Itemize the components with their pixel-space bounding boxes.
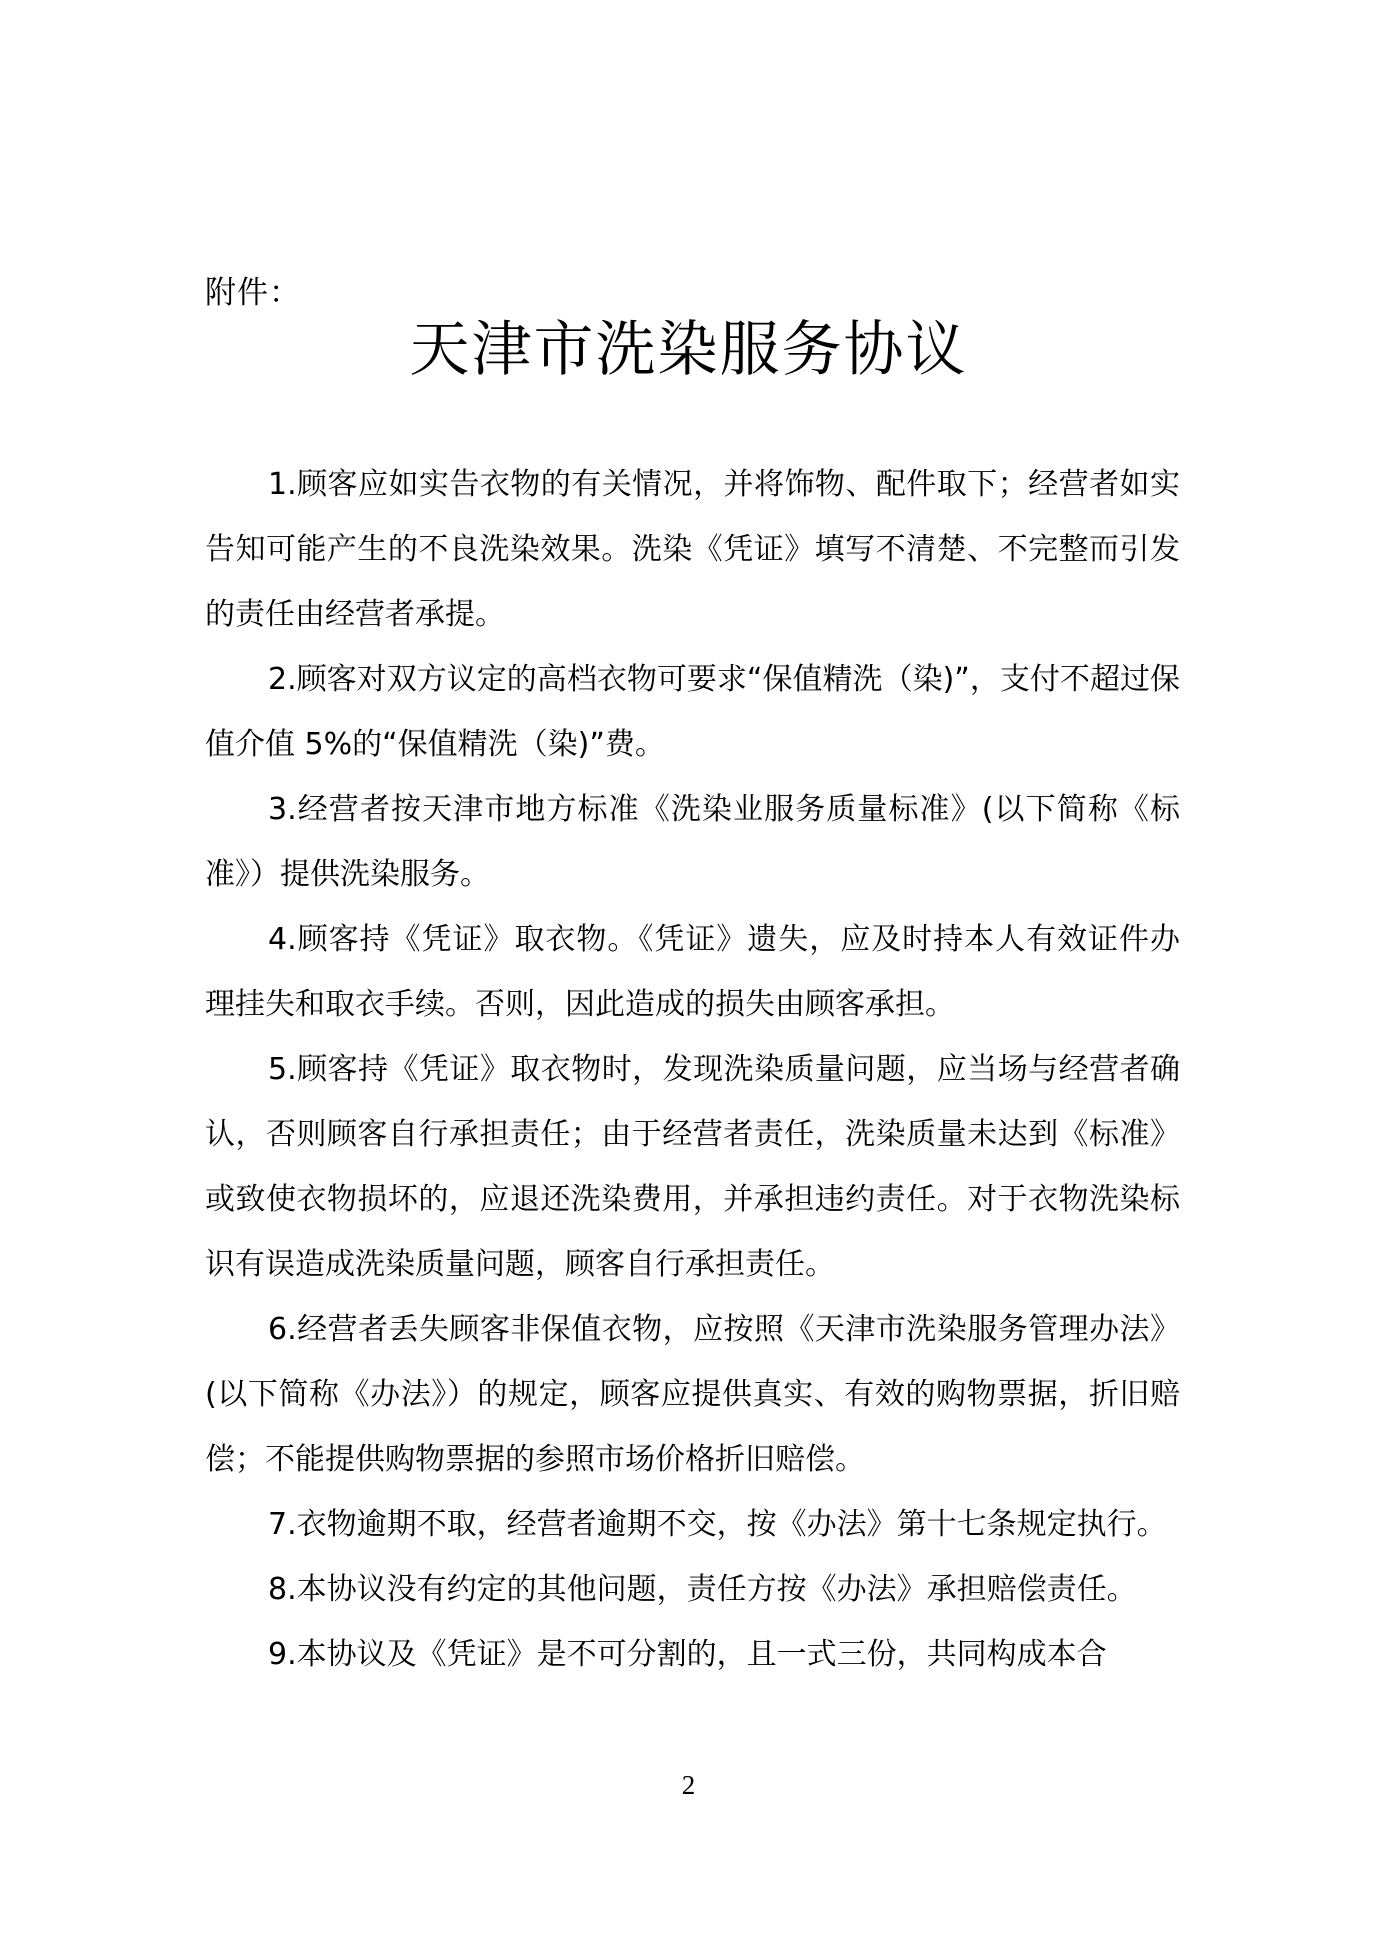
clause-7: 7.衣物逾期不取，经营者逾期不交，按《办法》第十七条规定执行。 [268, 1507, 1167, 1542]
clause-8: 8.本协议没有约定的其他问题，责任方按《办法》承担赔偿责任。 [268, 1572, 1137, 1607]
clause-5: 5.顾客持《凭证》取衣物时，发现洗染质量问题，应当场与经营者确认，否则顾客自行承担责任；由于经营者责任，洗染质量未达到《标准》或致使衣物损坏的，应退还洗染费用，并承担违约责任。对于衣物洗染标识有误造成洗染质量问题，顾客自行承担责任。 [205, 1052, 1180, 1282]
clause-2: 2.顾客对双方议定的高档衣物可要求“保值精洗（染)”，支付不超过保值介值 5%的“保值精洗（染)”费。 [205, 662, 1180, 762]
clause-1: 1.顾客应如实告衣物的有关情况，并将饰物、配件取下；经营者如实告知可能产生的不良洗染效果。洗染《凭证》填写不清楚、不完整而引发的责任由经营者承提。 [205, 467, 1180, 632]
document-title: 天津市洗染服务协议 [409, 315, 968, 385]
clause-3: 3.经营者按天津市地方标准《洗染业服务质量标准》(以下简称《标准》）提供洗染服务。 [205, 792, 1180, 892]
clause-4: 4.顾客持《凭证》取衣物。《凭证》遗失，应及时持本人有效证件办理挂失和取衣手续。否则，因此造成的损失由顾客承担。 [205, 922, 1180, 1022]
attachment-label: 附件： [205, 275, 301, 311]
page-number: 2 [681, 1770, 696, 1800]
clause-6: 6.经营者丢失顾客非保值衣物，应按照《天津市洗染服务管理办法》(以下简称《办法》）的规定，顾客应提供真实、有效的购物票据，折旧赔偿；不能提供购物票据的参照市场价格折旧赔偿。 [205, 1312, 1180, 1477]
agreement-body [205, 452, 1180, 1687]
clause-9: 9.本协议及《凭证》是不可分割的，且一式三份，共同构成本合 [268, 1637, 1107, 1672]
